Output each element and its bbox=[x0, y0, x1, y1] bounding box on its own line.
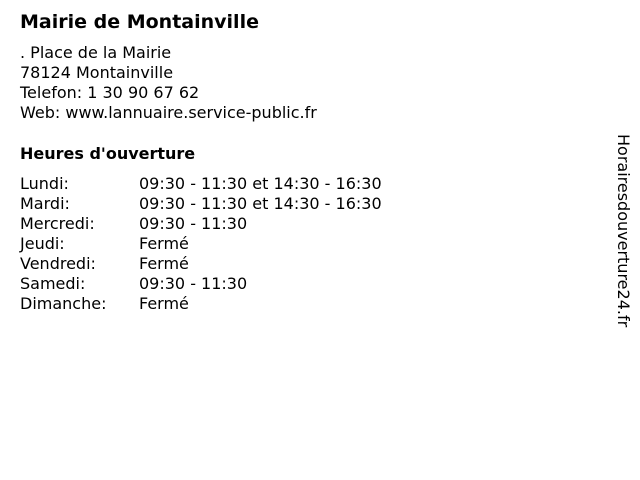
hours-value: 09:30 - 11:30 bbox=[139, 274, 248, 293]
hours-value: 09:30 - 11:30 bbox=[139, 214, 248, 233]
hours-row-wednesday bbox=[20, 214, 382, 234]
day-label: Mardi: bbox=[20, 194, 70, 213]
address-street: . Place de la Mairie bbox=[20, 43, 172, 62]
site-watermark: Horairesdouverture24.fr bbox=[614, 134, 633, 328]
hours-row-friday bbox=[20, 254, 382, 274]
address-block bbox=[20, 43, 317, 123]
hours-value: Fermé bbox=[139, 294, 189, 313]
website-link: Web: www.lannuaire.service-public.fr bbox=[20, 103, 317, 122]
opening-hours-heading: Heures d'ouverture bbox=[20, 144, 196, 163]
hours-row-monday bbox=[20, 174, 382, 194]
hours-value: Fermé bbox=[139, 234, 189, 253]
office-name: Mairie de Montainville bbox=[20, 11, 259, 33]
hours-row-sunday bbox=[20, 294, 382, 314]
day-label: Lundi: bbox=[20, 174, 69, 193]
hours-value: 09:30 - 11:30 et 14:30 - 16:30 bbox=[139, 194, 382, 213]
day-label: Mercredi: bbox=[20, 214, 95, 233]
hours-value: Fermé bbox=[139, 254, 189, 273]
hours-value: 09:30 - 11:30 et 14:30 - 16:30 bbox=[139, 174, 382, 193]
hours-row-thursday bbox=[20, 234, 382, 254]
address-city: 78124 Montainville bbox=[20, 63, 174, 82]
day-label: Vendredi: bbox=[20, 254, 96, 273]
phone-number: Telefon: 1 30 90 67 62 bbox=[20, 83, 200, 102]
opening-hours-table bbox=[20, 174, 382, 314]
day-label: Samedi: bbox=[20, 274, 86, 293]
day-label: Jeudi: bbox=[20, 234, 65, 253]
hours-row-saturday bbox=[20, 274, 382, 294]
day-label: Dimanche: bbox=[20, 294, 107, 313]
hours-row-tuesday bbox=[20, 194, 382, 214]
